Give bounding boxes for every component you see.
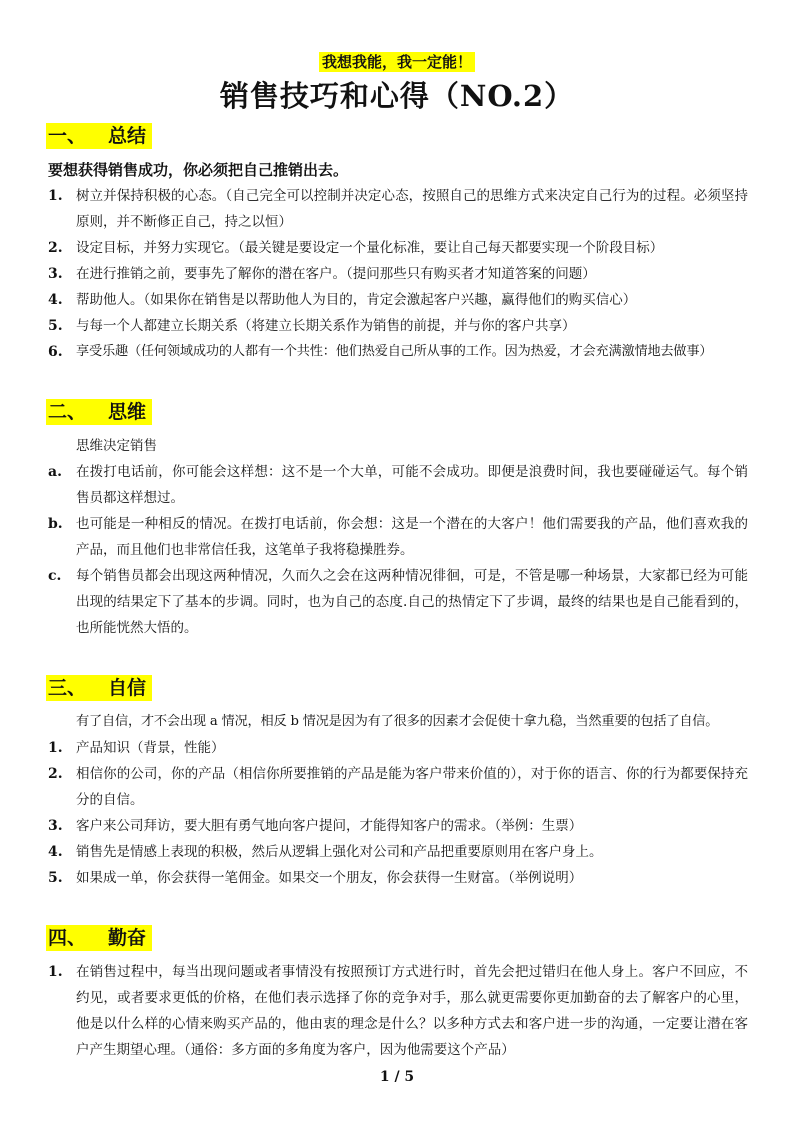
section-heading-confidence	[46, 675, 152, 701]
list-item-text: 在进行推销之前，要事先了解你的潜在客户。（提问那些只有购买者才知道答案的问题）	[76, 266, 596, 282]
list-item	[48, 287, 748, 313]
list-marker: 2.	[48, 240, 63, 256]
list-marker: 4.	[48, 844, 63, 860]
list-marker: 1.	[48, 740, 63, 756]
list-item	[48, 761, 748, 813]
list-item-text: 相信你的公司，你的产品（相信你所要推销的产品是能为客户带来价值的），对于你的语言、你的行为都要保持充分的自信。	[76, 766, 748, 808]
section-number: 三、	[48, 677, 87, 699]
list-item-text: 在拨打电话前，你可能会这样想：这不是一个大单，可能不会成功。即便是浪费时间，我也要碰碰运气。每个销售员都这样想过。	[76, 464, 748, 506]
list-item-text: 设定目标，并努力实现它。（最关键是要设定一个量化标准，要让自己每天都要实现一个阶段目标）	[76, 240, 664, 256]
section-intro: 思维决定销售	[76, 438, 157, 454]
list-item	[48, 959, 748, 1063]
list-marker: 6.	[48, 344, 63, 360]
list-item-text: 每个销售员都会出现这两种情况，久而久之会在这两种情况徘徊，可是，不管是哪一种场景，大家都已经为可能出现的结果定下了基本的步调。同时，也为自己的态度.自己的热情定下了步调，最终的结果也是自己能看到的，也所能恍然大悟的。	[76, 568, 748, 636]
section-intro: 有了自信，才不会出现 a 情况，相反 b 情况是因为有了很多的因素才会促使十拿九稳，当然重要的包括了自信。	[76, 714, 719, 729]
list-item-text: 享受乐趣（任何领域成功的人都有一个共性：他们热爱自己所从事的工作。因为热爱，才会充满激情地去做事）	[76, 344, 713, 359]
list-item	[48, 183, 748, 235]
list-item	[48, 511, 748, 563]
section-number: 一、	[48, 125, 87, 147]
list-item	[48, 563, 748, 641]
list-marker: 5.	[48, 318, 63, 334]
section-lead: 要想获得销售成功，你必须把自己推销出去。	[48, 161, 349, 179]
section-title: 自信	[108, 677, 147, 699]
section-number: 二、	[48, 401, 87, 423]
list-marker: b.	[48, 516, 63, 532]
section-title: 思维	[108, 401, 147, 423]
list-item	[48, 235, 748, 261]
list-marker: 1.	[48, 188, 63, 204]
list-item-text: 客户来公司拜访，要大胆有勇气地向客户提问，才能得知客户的需求。（举例：生票）	[76, 818, 583, 834]
section-heading-diligence	[46, 925, 152, 951]
list-item	[48, 813, 748, 839]
section-title: 总结	[108, 125, 147, 147]
list-item-text: 产品知识（背景，性能）	[76, 740, 225, 756]
list-item-text: 帮助他人。（如果你在销售是以帮助他人为目的，肯定会激起客户兴趣，赢得他们的购买信心）	[76, 292, 637, 308]
section-title: 勤奋	[108, 927, 147, 949]
motto-wrapper	[0, 52, 794, 72]
list-marker: 3.	[48, 266, 63, 282]
list-marker: 3.	[48, 818, 63, 834]
list-marker: 5.	[48, 870, 63, 886]
page-title: 销售技巧和心得（NO.2）	[219, 79, 575, 113]
list-item	[48, 865, 748, 891]
list-item-text: 销售先是情感上表现的积极，然后从逻辑上强化对公司和产品把重要原则用在客户身上。	[76, 844, 603, 860]
list-marker: 1.	[48, 964, 63, 980]
list-item	[48, 339, 748, 365]
section-number: 四、	[48, 927, 87, 949]
section-heading-thinking	[46, 399, 152, 425]
list-item	[48, 735, 748, 761]
list-marker: a.	[48, 464, 62, 480]
list-marker: 4.	[48, 292, 63, 308]
list-item-text: 树立并保持积极的心态。（自己完全可以控制并决定心态，按照自己的思维方式来决定自己行为的过程。必须坚持原则，并不断修正自己，持之以恒）	[76, 188, 748, 230]
section-heading-summary	[46, 123, 152, 149]
list-item-text: 如果成一单，你会获得一笔佣金。如果交一个朋友，你会获得一生财富。（举例说明）	[76, 870, 583, 886]
motto-banner: 我想我能，我一定能！	[319, 52, 475, 72]
list-item-text: 与每一个人都建立长期关系（将建立长期关系作为销售的前提，并与你的客户共享）	[76, 318, 576, 334]
list-item-text: 在销售过程中，每当出现问题或者事情没有按照预订方式进行时，首先会把过错归在他人身上。客户不回应，不约见，或者要求更低的价格，在他们表示选择了你的竞争对手，那么就更需要你更加勤奋的去了解客户的心里，他是以什么样的心情来购买产品的，他由衷的理念是什么？以多种方式去和客户进一步的沟通，一定要让潜在客户产生期望心理。（通俗：多方面的多角度为客户，因为他需要这个产品）	[76, 964, 748, 1058]
list-marker: 2.	[48, 766, 63, 782]
list-item-text: 也可能是一种相反的情况。在拨打电话前，你会想：这是一个潜在的大客户！他们需要我的产品，他们喜欢我的产品，而且他们也非常信任我，这笔单子我将稳操胜券。	[76, 516, 748, 558]
list-item	[48, 839, 748, 865]
list-item	[48, 261, 748, 287]
list-marker: c.	[48, 568, 62, 584]
list-item	[48, 313, 748, 339]
list-item	[48, 459, 748, 511]
page-number: 1 / 5	[379, 1069, 415, 1085]
